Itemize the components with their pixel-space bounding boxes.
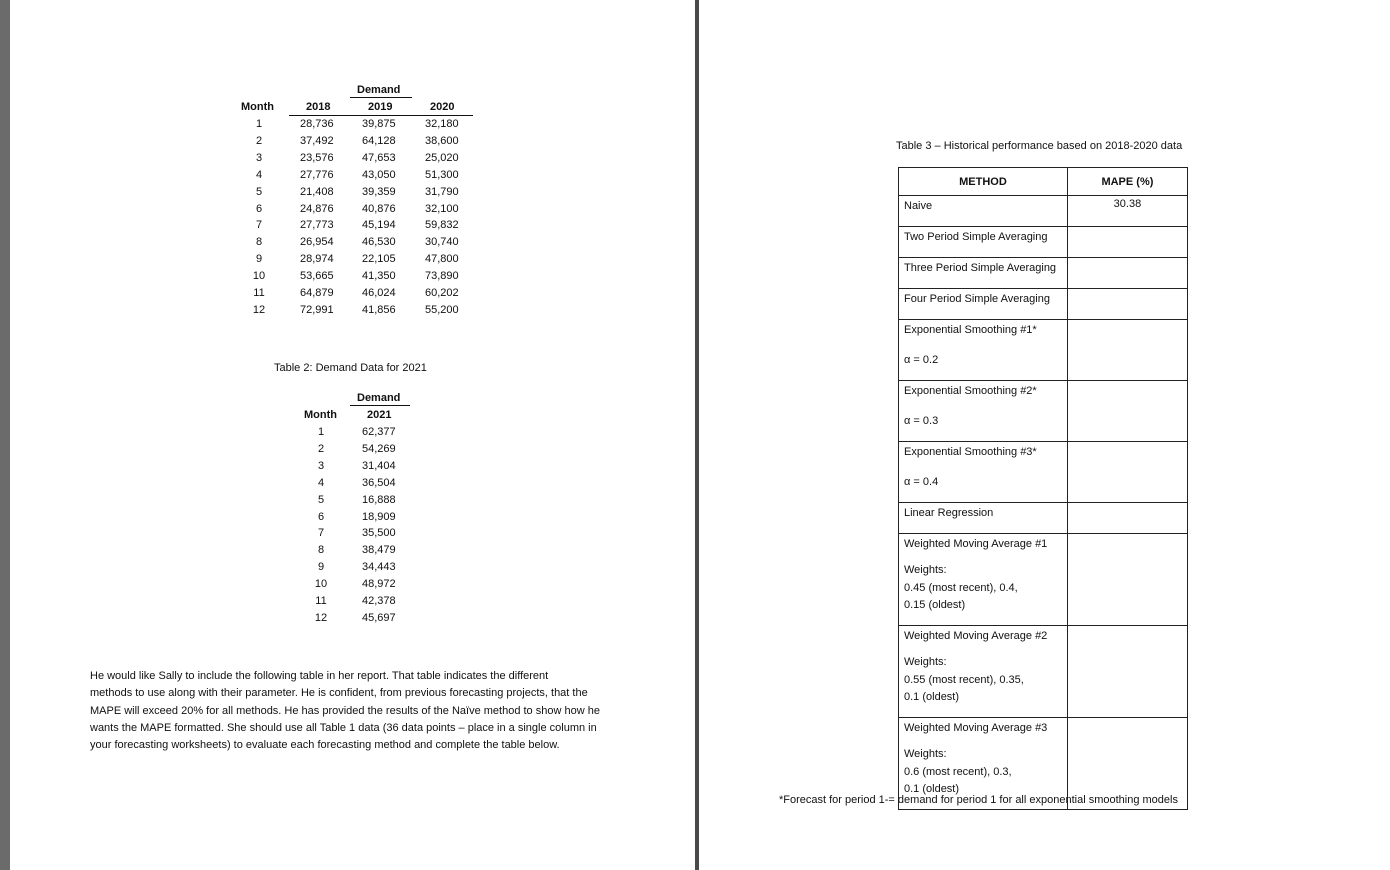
method-performance-table	[898, 167, 1188, 810]
demand-cell: 54,269	[362, 442, 396, 455]
demand-cell: 16,888	[362, 493, 396, 506]
instructions-paragraph	[90, 668, 650, 754]
demand-cell: 47,653	[362, 151, 396, 164]
demand-cell: 62,377	[362, 426, 396, 438]
month-cell: 7	[317, 527, 325, 540]
method-naive: Naive	[904, 200, 933, 212]
mape-cell-empty	[1067, 381, 1187, 442]
demand-cell: 25,020	[425, 151, 459, 164]
mape-naive: 30.38	[1113, 198, 1142, 210]
table-row	[899, 534, 1188, 626]
month-cell: 12	[314, 611, 328, 624]
weights-values-1b: 0.15 (oldest)	[904, 599, 966, 611]
table-row	[899, 503, 1188, 534]
mape-cell-empty	[1067, 626, 1187, 718]
table-row	[899, 196, 1188, 227]
demand-cell: 41,856	[362, 303, 396, 316]
method-exp-smoothing-3: Exponential Smoothing #3*	[904, 446, 1037, 458]
month-cell: 2	[317, 442, 325, 455]
demand-cell: 24,876	[300, 202, 334, 215]
month-cell: 6	[317, 510, 325, 523]
mape-cell-empty	[1067, 227, 1187, 258]
year-header-2020: 2020	[430, 101, 455, 113]
table-row	[899, 289, 1188, 320]
method-four-period: Four Period Simple Averaging	[904, 293, 1050, 305]
demand-cell: 23,576	[300, 151, 334, 164]
table-row	[899, 320, 1188, 381]
month-cell: 7	[255, 219, 263, 232]
demand-cell: 46,024	[362, 287, 396, 299]
demand-cell: 73,890	[425, 270, 459, 283]
alpha-param-2: α = 0.3	[904, 415, 939, 427]
demand-underline	[350, 97, 412, 98]
demand-cell: 40,876	[362, 202, 396, 215]
demand-cell: 46,530	[362, 236, 396, 249]
demand-cell: 55,200	[425, 303, 459, 316]
month-cell: 5	[255, 185, 263, 198]
paragraph-line: wants the MAPE formatted. She should use all Table 1 data (36 data points – place in a single column in	[90, 721, 597, 734]
mape-column-header: MAPE (%)	[1067, 168, 1187, 196]
demand-cell: 28,974	[300, 253, 334, 266]
month-cell: 8	[255, 236, 263, 249]
month-cell: 11	[315, 595, 327, 607]
table2-caption: Table 2: Demand Data for 2021	[274, 362, 427, 374]
demand-cell: 39,875	[362, 118, 396, 130]
demand-cell: 28,736	[300, 118, 334, 130]
month-cell: 2	[255, 134, 263, 147]
month-cell: 5	[317, 493, 325, 506]
alpha-param-3: α = 0.4	[904, 476, 939, 488]
demand-cell: 47,800	[425, 253, 459, 266]
month-cell: 10	[252, 270, 266, 283]
method-wma-3: Weighted Moving Average #3	[904, 722, 1048, 734]
method-linear-regression: Linear Regression	[904, 507, 994, 519]
demand-cell: 31,790	[425, 185, 459, 198]
demand-cell: 30,740	[425, 236, 459, 249]
demand-cell: 64,128	[362, 134, 396, 147]
method-two-period: Two Period Simple Averaging	[904, 231, 1048, 243]
month-cell: 1	[255, 118, 263, 130]
demand-header-2021: Demand	[357, 392, 401, 404]
demand-header: Demand	[357, 84, 401, 96]
demand-cell: 27,776	[300, 168, 334, 181]
demand-cell: 53,665	[300, 270, 334, 283]
demand-cell: 34,443	[362, 561, 396, 574]
demand-cell: 37,492	[300, 134, 334, 147]
demand-cell: 45,194	[362, 219, 396, 232]
weights-values-3b: 0.1 (oldest)	[904, 783, 960, 795]
table-row	[899, 626, 1188, 718]
month-cell: 10	[314, 578, 328, 591]
mape-cell-empty	[1067, 503, 1187, 534]
weights-label-3: Weights:	[904, 748, 947, 760]
month-cell: 4	[317, 476, 325, 489]
month-header-2021: Month	[304, 409, 337, 421]
demand-cell: 18,909	[362, 510, 396, 523]
month-cell: 12	[252, 303, 266, 316]
demand-cell: 38,479	[362, 544, 396, 557]
demand-cell: 26,954	[300, 236, 334, 249]
method-wma-1: Weighted Moving Average #1	[904, 538, 1048, 550]
month-cell: 8	[317, 544, 325, 557]
paragraph-line: MAPE will exceed 20% for all methods. He has provided the results of the Naïve method to show how he	[90, 704, 600, 717]
demand-cell: 45,697	[362, 611, 396, 624]
year-header-2019: 2019	[368, 101, 393, 113]
weights-values-2b: 0.1 (oldest)	[904, 691, 960, 703]
weights-label-2: Weights:	[904, 656, 947, 668]
demand-cell: 35,500	[362, 527, 396, 540]
demand-cell: 51,300	[425, 168, 459, 181]
demand-cell: 41,350	[362, 270, 396, 283]
paragraph-line: your forecasting worksheets) to evaluate each forecasting method and complete the table below.	[90, 739, 560, 752]
mape-cell-empty	[1067, 442, 1187, 503]
year-header-2018: 2018	[306, 101, 331, 113]
method-exp-smoothing-2: Exponential Smoothing #2*	[904, 385, 1037, 397]
mape-cell-empty	[1067, 320, 1187, 381]
weights-values-2a: 0.55 (most recent), 0.35,	[904, 673, 1024, 686]
demand-cell: 31,404	[362, 459, 396, 472]
mape-cell-empty	[1067, 258, 1187, 289]
month-cell: 4	[255, 168, 263, 181]
month-cell: 9	[255, 253, 263, 266]
demand-cell: 43,050	[362, 168, 396, 181]
month-cell: 11	[253, 287, 265, 299]
table-row	[899, 442, 1188, 503]
demand-cell: 72,991	[300, 303, 334, 316]
year-underline	[289, 115, 473, 116]
paragraph-line: He would like Sally to include the following table in her report. That table indicates the different	[90, 670, 549, 682]
page-divider	[695, 0, 699, 870]
mape-cell-empty	[1067, 289, 1187, 320]
table-row	[899, 258, 1188, 289]
month-cell: 1	[317, 426, 325, 438]
weights-values-3a: 0.6 (most recent), 0.3,	[904, 765, 1012, 778]
table3-caption: Table 3 – Historical performance based on 2018-2020 data	[896, 140, 1183, 152]
demand-cell: 59,832	[425, 219, 459, 232]
demand-cell: 21,408	[300, 185, 334, 198]
demand-cell: 39,359	[362, 185, 396, 198]
demand-cell: 32,180	[425, 118, 459, 130]
demand-cell: 27,773	[300, 219, 334, 232]
demand-cell: 36,504	[362, 476, 396, 489]
month-cell: 3	[317, 459, 325, 472]
method-wma-2: Weighted Moving Average #2	[904, 630, 1048, 642]
demand-cell: 42,378	[362, 595, 396, 607]
year-header-2021: 2021	[367, 409, 392, 421]
alpha-param-1: α = 0.2	[904, 354, 939, 366]
month-header: Month	[241, 101, 274, 113]
demand-cell: 48,972	[362, 578, 396, 591]
paragraph-line: methods to use along with their parameter. He is confident, from previous forecasting projects, that the	[90, 687, 588, 700]
table-row	[899, 381, 1188, 442]
method-exp-smoothing-1: Exponential Smoothing #1*	[904, 324, 1037, 336]
table-row	[899, 227, 1188, 258]
demand-cell: 22,105	[362, 253, 396, 266]
month-cell: 9	[317, 561, 325, 574]
table3-footnote: *Forecast for period 1-= demand for period 1 for all exponential smoothing models	[779, 794, 1178, 806]
method-three-period: Three Period Simple Averaging	[904, 262, 1057, 274]
demand-2021-underline	[350, 405, 410, 406]
month-cell: 6	[255, 202, 263, 215]
demand-cell: 32,100	[425, 202, 459, 215]
weights-values-1a: 0.45 (most recent), 0.4,	[904, 581, 1018, 594]
demand-cell: 38,600	[425, 134, 459, 147]
month-cell: 3	[255, 151, 263, 164]
weights-label-1: Weights:	[904, 564, 947, 576]
mape-cell-empty	[1067, 534, 1187, 626]
demand-cell: 64,879	[300, 287, 334, 299]
method-column-header: METHOD	[899, 168, 1068, 196]
page-edge-left	[0, 0, 10, 870]
demand-cell: 60,202	[425, 287, 459, 299]
